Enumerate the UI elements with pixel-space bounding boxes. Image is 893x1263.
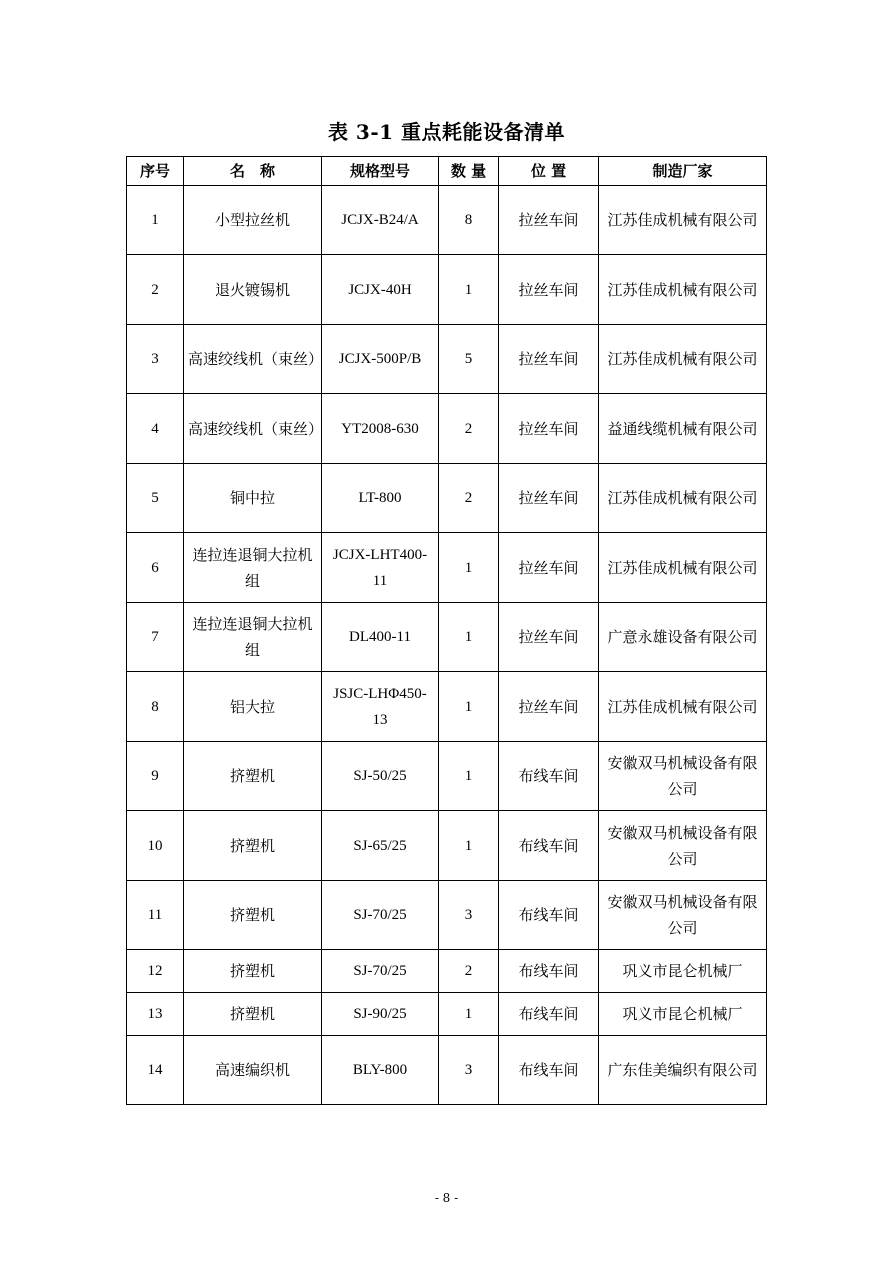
cell-location: 拉丝车间 <box>499 325 599 394</box>
cell-model: JCJX-40H <box>322 255 439 325</box>
cell-qty: 1 <box>439 603 499 672</box>
cell-name: 高速编织机 <box>184 1036 322 1105</box>
cell-no: 11 <box>127 881 184 950</box>
cell-no: 10 <box>127 811 184 881</box>
cell-maker: 巩义市昆仑机械厂 <box>599 993 767 1036</box>
cell-model: SJ-50/25 <box>322 742 439 811</box>
cell-maker: 安徽双马机械设备有限公司 <box>599 742 767 811</box>
cell-no: 9 <box>127 742 184 811</box>
cell-model: DL400-11 <box>322 603 439 672</box>
cell-qty: 1 <box>439 811 499 881</box>
cell-location: 布线车间 <box>499 811 599 881</box>
cell-name: 连拉连退铜大拉机组 <box>184 603 322 672</box>
table-row <box>127 394 767 464</box>
cell-model: SJ-70/25 <box>322 950 439 993</box>
table-row <box>127 325 767 394</box>
table-row <box>127 742 767 811</box>
cell-qty: 2 <box>439 394 499 464</box>
cell-no: 4 <box>127 394 184 464</box>
cell-qty: 1 <box>439 672 499 742</box>
cell-location: 拉丝车间 <box>499 464 599 533</box>
cell-maker: 巩义市昆仑机械厂 <box>599 950 767 993</box>
cell-qty: 2 <box>439 950 499 993</box>
table-row <box>127 811 767 881</box>
cell-name: 挤塑机 <box>184 811 322 881</box>
cell-qty: 1 <box>439 993 499 1036</box>
cell-name: 铝大拉 <box>184 672 322 742</box>
table-row <box>127 950 767 993</box>
cell-maker: 江苏佳成机械有限公司 <box>599 255 767 325</box>
cell-qty: 2 <box>439 464 499 533</box>
cell-no: 7 <box>127 603 184 672</box>
table-row <box>127 993 767 1036</box>
cell-model: JCJX-500P/B <box>322 325 439 394</box>
table-row <box>127 672 767 742</box>
cell-maker: 安徽双马机械设备有限公司 <box>599 811 767 881</box>
cell-maker: 益通线缆机械有限公司 <box>599 394 767 464</box>
cell-maker: 江苏佳成机械有限公司 <box>599 672 767 742</box>
cell-location: 布线车间 <box>499 1036 599 1105</box>
cell-location: 拉丝车间 <box>499 394 599 464</box>
table-header-row <box>127 157 767 186</box>
cell-qty: 1 <box>439 255 499 325</box>
cell-model: LT-800 <box>322 464 439 533</box>
cell-name: 挤塑机 <box>184 950 322 993</box>
cell-maker: 江苏佳成机械有限公司 <box>599 325 767 394</box>
cell-location: 布线车间 <box>499 742 599 811</box>
cell-qty: 3 <box>439 881 499 950</box>
cell-model: JSJC-LHΦ450-13 <box>322 672 439 742</box>
header-location: 位 置 <box>499 157 599 186</box>
cell-name: 小型拉丝机 <box>184 186 322 255</box>
page-number: - 8 - <box>434 1191 459 1205</box>
table-row <box>127 464 767 533</box>
cell-maker: 江苏佳成机械有限公司 <box>599 533 767 603</box>
table-row <box>127 603 767 672</box>
cell-location: 拉丝车间 <box>499 255 599 325</box>
header-name: 名 称 <box>184 157 322 186</box>
cell-location: 布线车间 <box>499 950 599 993</box>
cell-maker: 广意永雄设备有限公司 <box>599 603 767 672</box>
cell-location: 拉丝车间 <box>499 186 599 255</box>
table-row <box>127 881 767 950</box>
cell-model: JCJX-LHT400-11 <box>322 533 439 603</box>
cell-name: 高速绞线机（束丝） <box>184 394 322 464</box>
cell-name: 高速绞线机（束丝） <box>184 325 322 394</box>
cell-no: 14 <box>127 1036 184 1105</box>
cell-location: 布线车间 <box>499 881 599 950</box>
cell-maker: 江苏佳成机械有限公司 <box>599 464 767 533</box>
cell-model: SJ-70/25 <box>322 881 439 950</box>
header-no: 序号 <box>127 157 184 186</box>
cell-no: 5 <box>127 464 184 533</box>
cell-name: 连拉连退铜大拉机组 <box>184 533 322 603</box>
table-row <box>127 533 767 603</box>
cell-location: 拉丝车间 <box>499 603 599 672</box>
cell-qty: 8 <box>439 186 499 255</box>
cell-qty: 5 <box>439 325 499 394</box>
cell-no: 6 <box>127 533 184 603</box>
cell-location: 拉丝车间 <box>499 533 599 603</box>
cell-name: 挤塑机 <box>184 993 322 1036</box>
cell-qty: 3 <box>439 1036 499 1105</box>
cell-location: 布线车间 <box>499 993 599 1036</box>
cell-name: 退火镀锡机 <box>184 255 322 325</box>
table-row <box>127 1036 767 1105</box>
cell-maker: 安徽双马机械设备有限公司 <box>599 881 767 950</box>
equipment-table <box>126 156 767 1105</box>
cell-qty: 1 <box>439 533 499 603</box>
cell-location: 拉丝车间 <box>499 672 599 742</box>
table-row <box>127 255 767 325</box>
cell-no: 1 <box>127 186 184 255</box>
cell-model: BLY-800 <box>322 1036 439 1105</box>
cell-qty: 1 <box>439 742 499 811</box>
cell-name: 铜中拉 <box>184 464 322 533</box>
cell-model: SJ-90/25 <box>322 993 439 1036</box>
header-model: 规格型号 <box>322 157 439 186</box>
cell-model: JCJX-B24/A <box>322 186 439 255</box>
table-title: 表 3-1 重点耗能设备清单 <box>327 120 566 144</box>
header-maker: 制造厂家 <box>599 157 767 186</box>
table-row <box>127 186 767 255</box>
cell-name: 挤塑机 <box>184 881 322 950</box>
cell-no: 12 <box>127 950 184 993</box>
header-qty: 数 量 <box>439 157 499 186</box>
cell-model: SJ-65/25 <box>322 811 439 881</box>
cell-no: 2 <box>127 255 184 325</box>
cell-no: 3 <box>127 325 184 394</box>
cell-maker: 广东佳美编织有限公司 <box>599 1036 767 1105</box>
cell-maker: 江苏佳成机械有限公司 <box>599 186 767 255</box>
cell-model: YT2008-630 <box>322 394 439 464</box>
cell-name: 挤塑机 <box>184 742 322 811</box>
cell-no: 13 <box>127 993 184 1036</box>
cell-no: 8 <box>127 672 184 742</box>
